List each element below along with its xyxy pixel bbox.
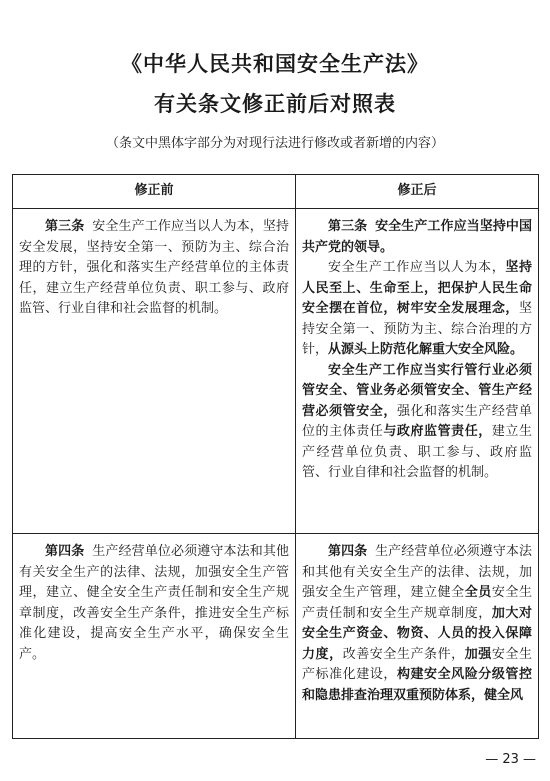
comparison-table — [12, 174, 539, 739]
text-run: 生产经营单位必须遵守本法和其他有关安全生产的法律、法规，加强安全生产管理，建立健全 — [302, 544, 532, 600]
revised-text: 加强 — [464, 646, 492, 662]
revised-text: 从源头上防范化解重大安全风险。 — [328, 342, 524, 357]
revised-text: 安全生产工作应当坚持中国共产党的领导。 — [302, 219, 532, 255]
revised-text: 加大对安全生产资金、物资、人员的投入保障力度， — [302, 605, 532, 662]
revised-text: 坚持人民至上、生命至上，把保护人民生命安全摆在首位，树牢安全发展理念， — [302, 260, 532, 316]
document-title-line1: 《中华人民共和国安全生产法》 — [121, 51, 429, 76]
paragraph — [19, 542, 289, 665]
table-row — [13, 534, 539, 739]
paragraph — [19, 217, 289, 320]
paragraph — [302, 258, 532, 361]
text-run: 安全生产工作应当以人为本，坚持安全发展，坚持安全第一、预防为主、综合治理的方针，强化和落实生产经营单位的主体责任，建立生产经营单位负责、职工参与、政府监管、行业自律和社会监督的机制。 — [19, 219, 289, 316]
paragraph — [302, 361, 532, 484]
article-number: 第四条 — [328, 544, 368, 559]
text-run: 改善安全生产条件， — [342, 646, 465, 662]
text-run: 坚持安全第一、预防为主、综合治理的方针， — [302, 301, 532, 357]
text-run: 安全生产标准化建设， — [302, 646, 532, 682]
text-run: 安全生产工作应当以人为本， — [328, 260, 506, 275]
document-subtitle: （条文中黑体字部分为对现行法进行修改或者新增的内容） — [105, 136, 444, 151]
cell-before-article3 — [13, 209, 296, 534]
text-run: 生产经营单位必须遵守本法和其他有关安全生产的法律、法规，加强安全生产管理，建立、健全安全生产责任制和安全生产规章制度，改善安全生产条件，推进安全生产标准化建设，提高安全生产水平，确保安全生产。 — [19, 544, 289, 662]
paragraph — [302, 542, 532, 706]
text-run: 安全生产责任制和安全生产规章制度， — [302, 585, 532, 621]
revised-text: 构建安全风险分级管控和隐患排查治理双重预防体系，健全风 — [302, 667, 532, 703]
text-run: 建立生产经营单位负责、职工参与、政府监管、行业自律和社会监督的机制。 — [302, 424, 532, 480]
page-number: — 23 — — [485, 752, 536, 767]
header-after: 修正后 — [296, 175, 539, 209]
header-before: 修正前 — [13, 175, 296, 209]
revised-text: 全员 — [464, 585, 492, 600]
table-header-row — [13, 175, 539, 209]
revised-text: 安全生产工作应当实行管行业必须管安全、管业务必须管安全、管生产经营必须管安全， — [302, 362, 532, 419]
cell-before-article4 — [13, 534, 296, 739]
paragraph — [302, 217, 532, 258]
document-title-line2: 有关条文修正前后对照表 — [154, 91, 396, 116]
table-row — [13, 209, 539, 534]
cell-after-article4 — [296, 534, 539, 739]
cell-after-article3 — [296, 209, 539, 534]
revised-text: 与政府监管责任， — [383, 424, 492, 439]
article-number: 第四条 — [45, 544, 85, 559]
article-number: 第三条 — [328, 219, 368, 234]
article-number: 第三条 — [45, 219, 85, 234]
text-run: 强化和落实生产经营单位的主体责任 — [302, 403, 532, 439]
